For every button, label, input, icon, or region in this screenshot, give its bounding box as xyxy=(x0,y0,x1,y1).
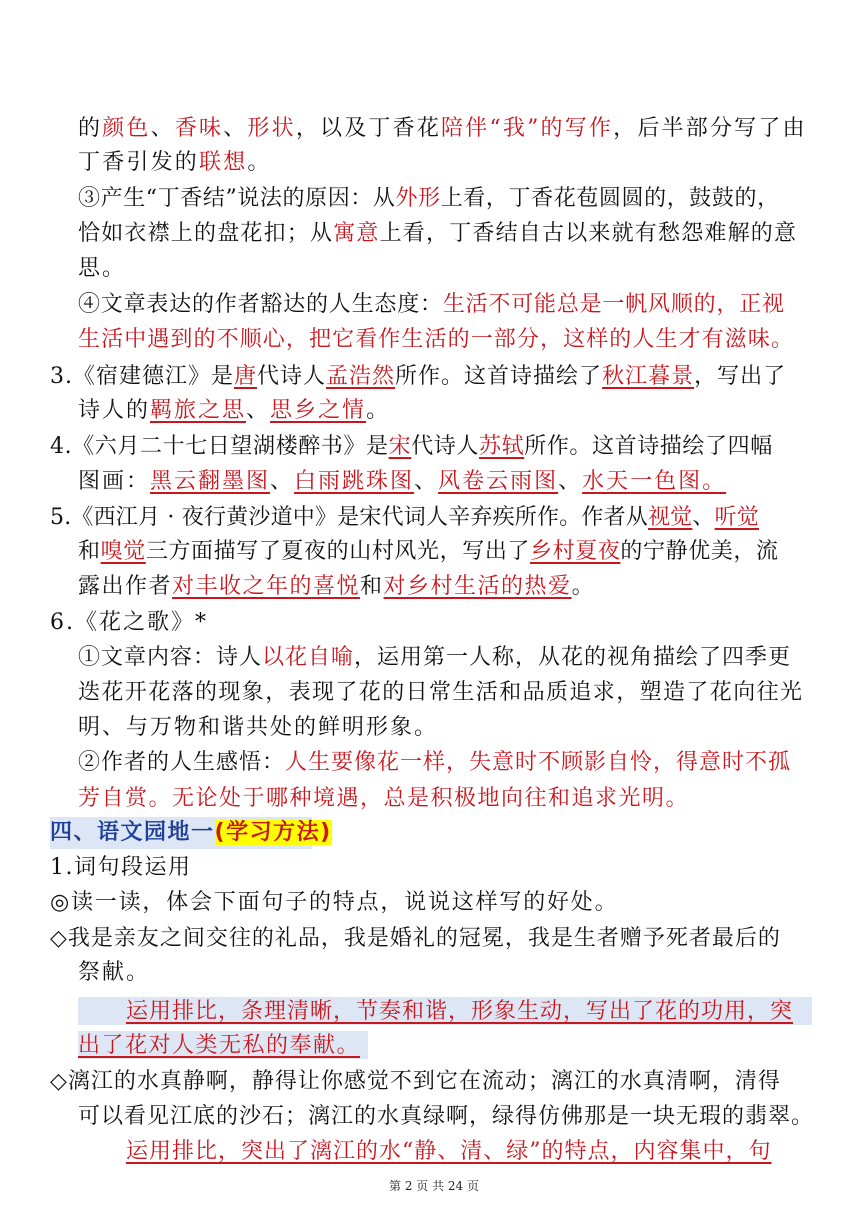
highlighted-text: 运用排比，突出了漓江的水“静、清、绿”的特点，内容集中，句 xyxy=(126,1139,772,1164)
text-line xyxy=(78,748,868,778)
text-span: 3.《宿建德江》是 xyxy=(50,364,234,389)
text-line xyxy=(50,503,868,533)
text-span: ②作者的人生感悟： xyxy=(78,750,286,775)
text-line xyxy=(78,537,868,567)
text-line xyxy=(78,184,868,214)
text-span: 5.《西江月 · 夜行黄沙道中》是宋代词人辛弃疾所作。作者从 xyxy=(50,505,648,530)
highlighted-text: 嗅觉 xyxy=(100,539,146,564)
highlighted-text: 联想 xyxy=(199,150,248,175)
text-span: ，以及丁香花 xyxy=(295,116,442,141)
text-span: 和 xyxy=(360,574,384,599)
text-span: ，写出了 xyxy=(694,364,787,389)
highlighted-text: 生活不可能总是一帆风顺的，正视 xyxy=(442,292,785,317)
text-span: 所作。这首诗描绘了四幅 xyxy=(524,434,773,459)
text-line xyxy=(78,467,868,497)
highlighted-text: 听觉 xyxy=(714,505,759,530)
text-line xyxy=(78,1031,868,1061)
text-line xyxy=(78,713,868,743)
text-span: 诗人的 xyxy=(78,398,151,423)
text-line xyxy=(78,114,868,144)
highlighted-text: 苏轼 xyxy=(479,434,525,459)
text-span: 。 xyxy=(366,398,391,423)
highlighted-text: 对丰收之年的喜悦 xyxy=(172,574,361,599)
text-span: ④文章表达的作者豁达的人生态度： xyxy=(78,292,443,317)
text-line xyxy=(50,853,868,883)
highlighted-text: 以花自喻 xyxy=(262,645,355,670)
text-line xyxy=(78,643,868,673)
highlighted-text: 颜色 xyxy=(102,116,151,141)
text-line xyxy=(78,396,868,426)
text-line xyxy=(50,1067,868,1097)
text-span: (学习方法) xyxy=(214,820,332,845)
text-span: 上看，丁香结自古以来就有愁怨难解的意 xyxy=(379,221,798,246)
text-line xyxy=(50,608,868,638)
text-span: 和 xyxy=(78,539,101,564)
highlighted-text: 宋 xyxy=(388,434,412,459)
highlighted-text: 出了花对人类无私的奉献。 xyxy=(78,1033,361,1058)
text-span: 、 xyxy=(150,116,175,141)
text-line xyxy=(50,818,868,848)
text-span: 露出作者 xyxy=(78,574,173,599)
highlighted-text: 羁旅之思 xyxy=(150,398,247,423)
text-line xyxy=(78,254,868,284)
highlighted-text: 外形 xyxy=(395,186,441,211)
highlighted-text: 风卷云雨图 xyxy=(438,469,559,494)
highlighted-text: 秋江暮景 xyxy=(602,364,695,389)
text-line xyxy=(126,1137,868,1167)
text-span: ①文章内容：诗人 xyxy=(78,645,263,670)
highlighted-text: 芳自赏。无论处于哪种境遇，总是积极地向往和追求光明。 xyxy=(78,786,690,811)
text-line xyxy=(78,148,868,178)
text-span: 。 xyxy=(247,150,272,175)
highlighted-text: 黑云翻墨图 xyxy=(150,469,271,494)
text-span: 可以看见江底的沙石；漓江的水真绿啊，绿得仿佛那是一块无瑕的翡翠。 xyxy=(78,1104,815,1129)
text-span: 的宁静优美，流 xyxy=(620,539,779,564)
text-line xyxy=(78,572,868,602)
text-span: ◎读一读，体会下面句子的特点，说说这样写的好处。 xyxy=(50,890,619,915)
text-span: 、 xyxy=(223,116,248,141)
highlighted-text: 人生要像花一样，失意时不顾影自怜，得意时不孤 xyxy=(285,750,792,775)
highlighted-text: 香味 xyxy=(174,116,224,141)
text-span: 、 xyxy=(246,398,271,423)
text-line xyxy=(78,325,868,355)
text-span: 丁香引发的 xyxy=(78,150,200,175)
highlighted-text: 对乡村生活的热爱 xyxy=(383,574,572,599)
text-span: 1.词句段运用 xyxy=(50,855,192,880)
text-span: 、 xyxy=(692,505,715,530)
text-span: 6.《花之歌》* xyxy=(50,610,208,635)
highlighted-text: 孟浩然 xyxy=(326,364,396,389)
highlighted-text: 唐 xyxy=(234,364,258,389)
text-span: 上看，丁香花苞圆圆的，鼓鼓的， xyxy=(440,186,780,211)
text-span: ，运用第一人称，从花的视角描绘了四季更 xyxy=(354,645,792,670)
highlighted-text: 水天一色图。 xyxy=(582,469,727,494)
text-span: 明、与万物和谐共处的鲜明形象。 xyxy=(78,715,439,740)
highlighted-text: 陪伴“我”的写作 xyxy=(441,116,614,141)
highlighted-text: 形状 xyxy=(247,116,296,141)
page-footer: 第 2 页 共 24 页 xyxy=(389,1179,479,1193)
text-span: 三方面描写了夏夜的山村风光，写出了 xyxy=(145,539,531,564)
text-span: 、 xyxy=(414,469,439,494)
highlighted-text: 思乡之情 xyxy=(270,398,367,423)
text-span: 所作。这首诗描绘了 xyxy=(395,364,603,389)
text-span: 恰如衣襟上的盘花扣；从 xyxy=(78,221,334,246)
text-line xyxy=(78,784,868,814)
text-line xyxy=(78,219,868,249)
text-line xyxy=(50,924,868,954)
text-span: 代诗人 xyxy=(257,364,327,389)
highlighted-text: 乡村夏夜 xyxy=(530,539,621,564)
text-line xyxy=(78,958,868,988)
text-span: 图画： xyxy=(78,469,151,494)
highlighted-text: 运用排比，条理清晰，节奏和谐，形象生动，写出了花的功用，突 xyxy=(126,999,794,1024)
text-line xyxy=(126,997,868,1027)
text-span: 、 xyxy=(558,469,583,494)
text-line xyxy=(78,1102,868,1132)
text-span: 。 xyxy=(571,574,596,599)
text-line xyxy=(50,888,868,918)
text-span: ，后半部分写了由 xyxy=(613,116,807,141)
text-span: ◇我是亲友之间交往的礼品，我是婚礼的冠冕，我是生者赠予死者最后的 xyxy=(50,926,781,951)
highlighted-text: 白雨跳珠图 xyxy=(294,469,415,494)
text-span: 代诗人 xyxy=(411,434,480,459)
text-span: 祭献。 xyxy=(78,960,151,985)
text-line xyxy=(78,290,868,320)
highlighted-text: 视觉 xyxy=(647,505,693,530)
highlighted-text: 寓意 xyxy=(333,221,380,246)
text-span: ◇漓江的水真静啊，静得让你感觉不到它在流动；漓江的水真清啊，清得 xyxy=(50,1069,781,1094)
text-span: 的 xyxy=(78,116,103,141)
text-span: 、 xyxy=(270,469,295,494)
text-line xyxy=(50,362,868,392)
text-span: 思。 xyxy=(78,256,127,281)
text-line xyxy=(78,678,868,708)
text-line xyxy=(50,432,868,462)
text-span: 迭花开花落的现象，表现了花的日常生活和品质追求，塑造了花向往光 xyxy=(78,680,804,705)
text-span: 4.《六月二十七日望湖楼醉书》是 xyxy=(50,434,389,459)
text-span: 四、语文园地一 xyxy=(50,820,215,845)
highlighted-text: 生活中遇到的不顺心，把它看作生活的一部分，这样的人生才有滋味。 xyxy=(78,327,795,352)
text-span: ③产生“丁香结”说法的原因：从 xyxy=(78,186,396,211)
